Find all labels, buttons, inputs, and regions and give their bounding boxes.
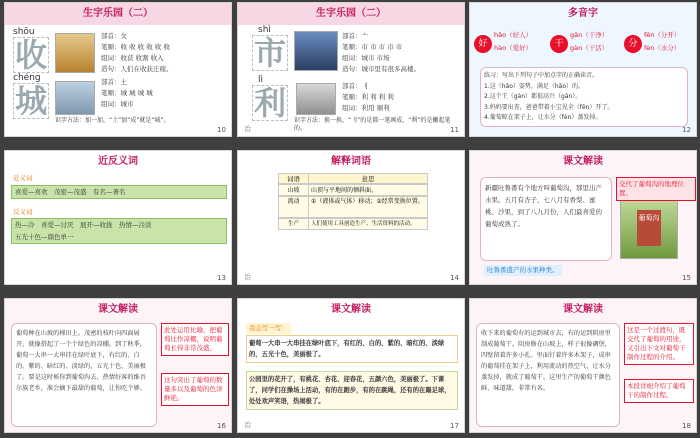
task-label: 我会写一写：	[246, 323, 291, 334]
slide-title: 课文解读	[563, 156, 603, 167]
sign-text: 葡萄沟	[637, 210, 661, 246]
summary-text: 吐鲁番盛产的水果种类。	[484, 265, 562, 276]
table-header	[278, 173, 428, 184]
slide-title: 课文解读	[331, 304, 371, 315]
table-row	[278, 196, 428, 218]
character-box: 利	[253, 84, 286, 122]
tip-text: 识字方法：换一换，“刂”的是都一笔画成，“利”的是撇起笔的。	[294, 117, 451, 132]
slide-title: 课文解读	[563, 304, 603, 315]
table-header-cell: 意思	[361, 175, 375, 183]
text-line: 部首：攵	[101, 32, 127, 40]
city-photo	[55, 81, 95, 115]
slide-17[interactable]	[237, 298, 465, 433]
callout: 本段详细介绍了葡萄干的制作过程。	[624, 379, 694, 403]
text-line: 组词：城市	[101, 100, 134, 108]
char-bubble: 干	[550, 35, 568, 53]
text-line: 造句：人们在收获庄稼。	[101, 65, 173, 73]
slide-number: 15	[682, 274, 691, 282]
example-sentence: 葡萄一大串一大串挂在绿叶底下，有红的、白的、紫的、暗红的、淡绿的，五光十色，美丽极了。	[246, 335, 458, 363]
callout: 这句突出了葡萄的数量多以及葡萄的色泽鲜艳。	[161, 373, 229, 406]
reading: fèn（水分）	[644, 44, 681, 52]
footer-mark: 治	[244, 125, 251, 133]
text-line: 造句：城市里有很多高楼。	[342, 65, 420, 73]
grape-valley-photo	[620, 195, 678, 259]
slide-title: 解释词语	[331, 156, 371, 167]
callout: 此处运用比喻，把葡萄比作凉棚，说明葡萄长得非常茂盛。	[161, 323, 229, 356]
exercise-box	[480, 67, 688, 127]
slide-16[interactable]	[4, 298, 232, 433]
footer-mark: 治	[244, 421, 251, 429]
near-words: 喜爱—喜欢 茂密—茂盛 有名—著名	[11, 185, 227, 199]
exercise-line: 3.妈妈要出差，爸爸带着小宝见全（fēn）开了。	[484, 103, 614, 111]
anti-words	[11, 218, 227, 244]
near-label: 近义词	[13, 174, 33, 182]
anti-words-line: 五光十色—颜色单一	[15, 233, 74, 241]
text-line: 笔顺：收 收 收 收 收 收	[101, 43, 170, 51]
table-row	[278, 218, 428, 230]
text-line: 部首：亠	[342, 32, 368, 40]
char-bubble: 分	[624, 35, 642, 53]
char-bubble: 好	[474, 35, 492, 53]
anti-words-line: 热—冷 喜爱—讨厌 展开—收拢 热情—冷淡	[15, 221, 152, 229]
slide-18[interactable]	[469, 298, 697, 433]
reading-passage: 葡萄种在山坡的梯田上。茂密的枝叶向四面展开，就像搭起了一个个绿色的凉棚。到了秋季，葡萄一大串一大串挂在绿叶底下，有红的、白的、紫的、暗红的、淡绿的，五光十色，美丽极了。要是这时候你到葡萄沟去，热情好客的维吾尔族老乡，准会摘下最甜的葡萄，让你吃个够。	[11, 323, 157, 427]
table-cell: 生产	[279, 219, 309, 229]
reading: hào（爱好）	[494, 44, 533, 52]
exercise-line: 1.这（hǎo）姿势，满足（hǎo）的。	[484, 82, 585, 90]
slide-11[interactable]	[237, 2, 465, 137]
table-cell: 山顶与平地间的倾斜面。	[311, 187, 378, 194]
slide-15[interactable]	[469, 150, 697, 285]
table-cell: ①（液体或气体）移动；②经常变换位置。	[311, 198, 424, 205]
city-skyline-photo	[294, 31, 338, 71]
reading: hǎo（好人）	[494, 31, 533, 39]
answer-sentence: 公园里的花开了，有桃花、杏花、迎春花，五颜六色，美丽极了。下课了，同学们在操场上活动，有的在跑步，有的在跳绳，还有的在踢足球，处处欢声笑语，热闹极了。	[246, 371, 458, 410]
exercise-line: 4.葡萄晾在架子上，让水分（fèn）蒸发掉。	[484, 114, 602, 121]
callout: 交代了葡萄沟的地理位置。	[616, 177, 696, 201]
slide-13[interactable]	[4, 150, 232, 285]
pinyin: shì	[258, 25, 271, 35]
text-line: 组词：收获 收割 收入	[101, 54, 164, 62]
slide-number: 11	[450, 126, 459, 134]
text-line: 部首：土	[101, 78, 127, 86]
reading: gàn（干活）	[570, 44, 609, 52]
footer-mark: 治	[244, 273, 251, 281]
text-line: 笔顺：市 市 市 市 市	[342, 43, 403, 51]
pinyin: lì	[258, 75, 264, 85]
table-cell: 人们使用工具创造生产、生活资料的活动。	[311, 221, 416, 227]
slide-title: 多音字	[568, 8, 598, 19]
text-line: 组词：城市 市场	[342, 54, 390, 62]
text-line: 部首：刂	[342, 82, 368, 90]
table-header-cell: 词语	[279, 174, 309, 183]
slide-title: 课文解读	[98, 304, 138, 315]
slide-number: 16	[217, 422, 226, 430]
tip-text: 识字方法：加一加，“土”加“成”就是“城”。	[55, 117, 170, 124]
text-line: 笔顺：利 利 利 利	[342, 93, 394, 101]
table-cell: 流动	[279, 197, 309, 217]
slide-number: 13	[217, 274, 226, 282]
slide-number: 14	[450, 274, 459, 282]
reading-passage: 新疆吐鲁番有个地方叫葡萄沟，那里出产水果。五月有杏子，七八月有香梨、蜜桃、沙果，到了八九月份，人们最喜爱的葡萄成熟了。	[480, 177, 612, 261]
text-line: 笔顺：城 城 城 城	[101, 89, 153, 97]
anti-label: 反义词	[13, 208, 33, 216]
polyphone-row	[474, 27, 694, 63]
slide-14[interactable]	[237, 150, 465, 285]
harvest-photo	[55, 33, 95, 73]
pinyin: shōu	[13, 27, 35, 37]
slide-12[interactable]	[469, 2, 697, 137]
table-row	[278, 184, 428, 196]
slide-number: 18	[682, 422, 691, 430]
word-table	[278, 173, 428, 230]
character-box: 收	[14, 36, 47, 74]
pinyin: chéng	[13, 73, 41, 83]
text-line: 组词：利用 顺利	[342, 104, 390, 112]
character-box: 市	[253, 34, 286, 72]
exercise-title: 练习：写出下列句子中加点字的正确读音。	[484, 72, 599, 79]
coins-photo	[296, 83, 336, 115]
slide-number: 10	[217, 126, 226, 134]
table-cell: 山坡	[279, 185, 309, 195]
slide-number: 12	[682, 126, 691, 134]
reading-passage: 收下来的葡萄有的运到城市去，有的运到阴房里制成葡萄干。阴房修在山坡上，样子很像碉堡，四壁留着许多小孔。里面钉着许多木架子，成串的葡萄挂在架子上，利用流动的热空气，让水分蒸发掉，就成了葡萄干。这里生产的葡萄干颜色鲜，味道甜，非常有名。	[476, 323, 620, 427]
reading: fēn（分开）	[644, 31, 681, 39]
character-box: 城	[14, 82, 47, 120]
slide-title: 生字乐园（二）	[5, 3, 231, 25]
slide-title: 生字乐园（二）	[238, 3, 464, 25]
slide-title: 近反义词	[98, 156, 138, 167]
exercise-line: 2.这个王（gàn）都很高兴（gān）。	[484, 93, 582, 100]
slide-10[interactable]	[4, 2, 232, 137]
callout: 这是一个过渡句，既交代了葡萄的用途，又引出下文对葡萄干制作过程的介绍。	[624, 323, 694, 365]
reading: gān（干净）	[570, 31, 609, 39]
slide-number: 17	[450, 422, 459, 430]
